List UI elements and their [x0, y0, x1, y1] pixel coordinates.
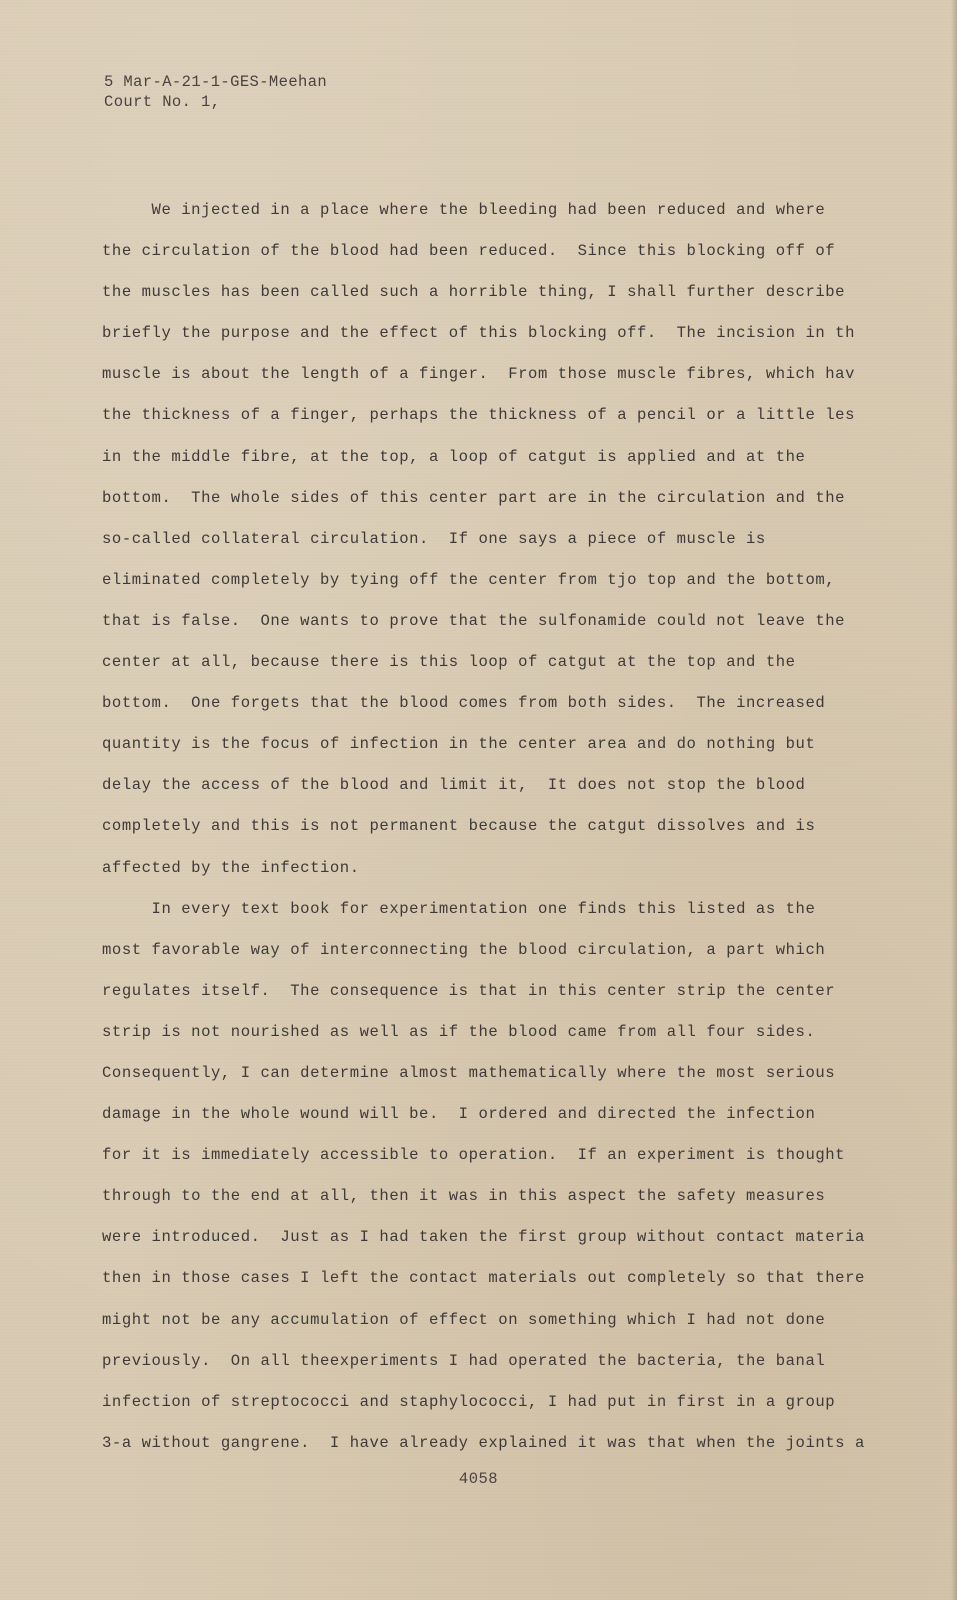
text-line: strip is not nourished as well as if the blood came from all four sides.: [102, 1022, 816, 1041]
case-reference: 5 Mar-A-21-1-GES-Meehan: [104, 73, 328, 91]
text-line: In every text book for experimentation one finds this listed as the: [102, 899, 816, 918]
text-line: muscle is about the length of a finger. From those muscle fibres, which hav: [102, 365, 855, 384]
text-line: that is false. One wants to prove that the sulfonamide could not leave the: [102, 611, 846, 630]
transcript-body: [102, 190, 878, 1464]
text-line: most favorable way of interconnecting the blood circulation, a part which: [102, 940, 826, 959]
text-line: the muscles has been called such a horrible thing, I shall further describe: [102, 283, 846, 302]
text-line: the circulation of the blood had been reduced. Since this blocking off of: [102, 242, 836, 261]
text-line: 3-a without gangrene. I have already explained it was that when the joints a: [102, 1433, 865, 1452]
page-edge-shadow: [951, 0, 957, 1600]
text-line: bottom. One forgets that the blood comes from both sides. The increased: [102, 694, 826, 713]
text-line: for it is immediately accessible to operation. If an experiment is thought: [102, 1146, 846, 1165]
text-line: eliminated completely by tying off the center from tjo top and the bottom,: [102, 570, 836, 589]
text-line: bottom. The whole sides of this center part are in the circulation and the: [102, 488, 846, 507]
text-line: the thickness of a finger, perhaps the thickness of a pencil or a little les: [102, 406, 855, 425]
text-line: affected by the infection.: [102, 858, 360, 877]
text-line: delay the access of the blood and limit it, It does not stop the blood: [102, 776, 806, 795]
text-line: were introduced. Just as I had taken the first group without contact materia: [102, 1228, 865, 1247]
text-line: previously. On all theexperiments I had operated the bacteria, the banal: [102, 1351, 826, 1370]
text-line: regulates itself. The consequence is that in this center strip the center: [102, 981, 836, 1000]
text-line: might not be any accumulation of effect on something which I had not done: [102, 1310, 826, 1329]
text-line: damage in the whole wound will be. I ordered and directed the infection: [102, 1105, 816, 1124]
text-line: through to the end at all, then it was in this aspect the safety measures: [102, 1187, 826, 1206]
text-line: briefly the purpose and the effect of this blocking off. The incision in th: [102, 324, 855, 343]
text-line: center at all, because there is this loop of catgut at the top and the: [102, 653, 796, 672]
court-number: Court No. 1,: [104, 93, 221, 111]
text-line: so-called collateral circulation. If one says a piece of muscle is: [102, 529, 766, 548]
text-line: in the middle fibre, at the top, a loop of catgut is applied and at the: [102, 447, 806, 466]
document-header: [104, 72, 327, 112]
text-line: then in those cases I left the contact materials out completely so that there: [102, 1269, 865, 1288]
text-line: Consequently, I can determine almost mathematically where the most serious: [102, 1063, 836, 1082]
text-line: quantity is the focus of infection in the center area and do nothing but: [102, 735, 816, 754]
page-number: 4058: [458, 1470, 499, 1488]
text-line: infection of streptococci and staphylococci, I had put in first in a group: [102, 1392, 836, 1411]
text-line: We injected in a place where the bleeding had been reduced and where: [102, 201, 826, 219]
text-line: completely and this is not permanent because the catgut dissolves and is: [102, 817, 816, 836]
